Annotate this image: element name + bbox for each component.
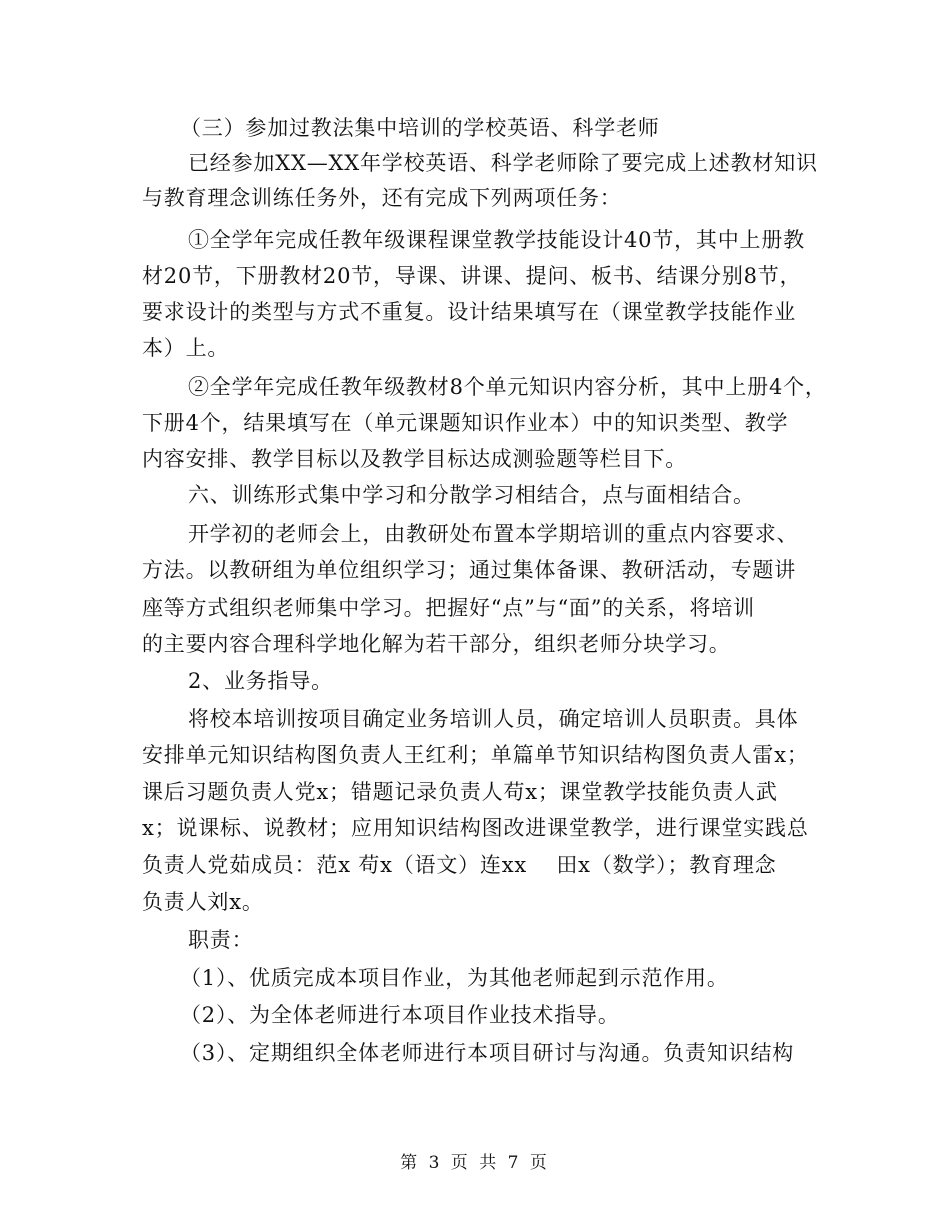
list-item: （3）、定期组织全体老师进行本项目研讨与沟通。负责知识结构 [180, 1041, 795, 1065]
paragraph-line: 负责人党茹成员：范x 苟x（语文）连xx 田x（数学）；教育理念 [142, 853, 777, 877]
paragraph-line: 要求设计的类型与方式不重复。设计结果填写在（课堂教学技能作业 [142, 300, 796, 324]
paragraph-line: 已经参加XX—XX年学校英语、科学老师除了要完成上述教材知识 [188, 151, 818, 175]
section-heading: （三）参加过教法集中培训的学校英语、科学老师 [180, 116, 660, 140]
page-number-footer: 第 3 页 共 7 页 [400, 1153, 550, 1173]
paragraph-line: 安排单元知识结构图负责人王红利；单篇单节知识结构图负责人雷x； [142, 743, 809, 767]
list-item: （2）、为全体老师进行本项目作业技术指导。 [180, 1003, 620, 1027]
section-heading: 六、训练形式集中学习和分散学习相结合，点与面相结合。 [188, 483, 755, 507]
paragraph-line: 下册4个，结果填写在（单元课题知识作业本）中的知识类型、教学 [142, 411, 789, 435]
paragraph-line: 内容安排、教学目标以及教学目标达成测验题等栏目下。 [142, 447, 687, 471]
paragraph-line: 的主要内容合理科学地化解为若干部分，组织老师分块学习。 [142, 632, 731, 656]
section-heading: 职责： [188, 928, 254, 952]
paragraph-line: 将校本培训按项目确定业务培训人员，确定培训人员职责。具体 [188, 707, 799, 731]
paragraph-line: ①全学年完成任教年级课程课堂教学技能设计40节，其中上册教 [188, 228, 805, 252]
paragraph-line: 座等方式组织老师集中学习。把握好“点”与“面”的关系，将培训 [142, 596, 755, 620]
paragraph-line: ②全学年完成任教年级教材8个单元知识内容分析，其中上册4个， [188, 375, 827, 399]
paragraph-line: 本）上。 [142, 336, 230, 360]
paragraph-line: 与教育理念训练任务外，还有完成下列两项任务： [142, 186, 622, 210]
paragraph-line: 课后习题负责人党x；错题记录负责人苟x；课堂教学技能负责人武 [142, 780, 778, 804]
paragraph-line: 方法。以教研组为单位组织学习；通过集体备课、教研活动，专题讲 [142, 558, 796, 582]
paragraph-line: x；说课标、说教材；应用知识结构图改进课堂教学，进行课堂实践总 [142, 816, 809, 840]
list-item: （1）、优质完成本项目作业，为其他老师起到示范作用。 [180, 966, 729, 990]
section-heading: 2、业务指导。 [188, 669, 333, 693]
paragraph-line: 负责人刘x。 [142, 890, 264, 914]
paragraph-line: 开学初的老师会上，由教研处布置本学期培训的重点内容要求、 [188, 522, 799, 546]
paragraph-line: 材20节，下册教材20节，导课、讲课、提问、板书、结课分别8节， [142, 264, 802, 288]
